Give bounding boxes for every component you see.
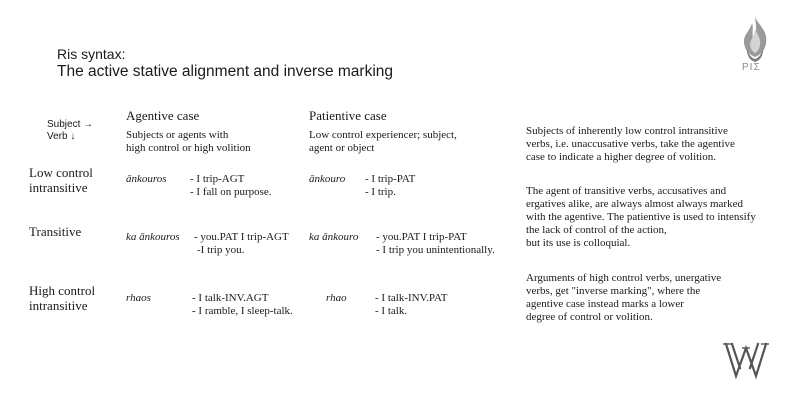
agentive-form: ānkouros (126, 173, 167, 185)
patientive-gloss: - I trip-PAT (365, 173, 416, 185)
logo-text: ΡΙΣ (742, 62, 761, 73)
agentive-gloss: - you.PAT I trip-AGT (194, 231, 289, 243)
agentive-translation: - I fall on purpose. (190, 186, 272, 198)
note-low-control (526, 125, 735, 164)
note-line: but its use is colloquial. (526, 237, 631, 249)
note-line: verbs, get "inverse marking", where the (526, 285, 701, 297)
note-line: Subjects of inherently low control intransitive (526, 125, 728, 137)
note-line: Arguments of high control verbs, unergative (526, 272, 722, 284)
note-line: degree of control or volition. (526, 311, 653, 323)
agentive-translation: -I trip you. (197, 244, 245, 256)
row-label-transitive: Transitive (29, 224, 82, 239)
axis-verb-label: Verb ↓ (47, 131, 76, 142)
column-desc-patientive-2: agent or object (309, 142, 375, 154)
patientive-gloss: - I talk-INV.PAT (375, 292, 448, 304)
patientive-form: ānkouro (309, 173, 346, 185)
row-label-high-control: High control (29, 283, 96, 298)
column-header-agentive: Agentive case (126, 108, 200, 123)
row-label-high-control-2: intransitive (29, 298, 88, 313)
column-desc-patientive-1: Low control experiencer; subject, (309, 129, 457, 141)
patientive-translation: - I talk. (375, 305, 408, 317)
w-monogram-icon (722, 338, 770, 382)
note-line: The agent of transitive verbs, accusatives and (526, 185, 727, 197)
patientive-form: rhao (326, 292, 347, 304)
axis-subject-label: Subject → (47, 119, 94, 130)
patientive-translation: - I trip you unintentionally. (376, 244, 495, 256)
agentive-form: ka ānkouros (126, 231, 180, 243)
note-high-control (526, 272, 721, 324)
row-label-low-control-2: intransitive (29, 180, 88, 195)
note-line: ergatives alike, are always almost always marked (526, 198, 743, 210)
patientive-form: ka ānkouro (309, 231, 359, 243)
patientive-gloss: - you.PAT I trip-PAT (376, 231, 467, 243)
note-transitive (526, 185, 756, 250)
note-line: verbs, i.e. unaccusative verbs, take the agentive (526, 138, 735, 150)
agentive-form: rhaos (126, 292, 151, 304)
page-title: The active stative alignment and inverse marking (57, 63, 393, 80)
note-line: agentive case instead marks a lower (526, 298, 684, 310)
note-line: with the agentive. The patientive is used to intensify (526, 211, 756, 223)
note-line: case to indicate a higher degree of volition. (526, 151, 716, 163)
note-line: the lack of control of the action, (526, 224, 667, 236)
column-desc-agentive-2: high control or high volition (126, 142, 251, 154)
column-desc-agentive-1: Subjects or agents with (126, 129, 229, 141)
agentive-gloss: - I talk-INV.AGT (192, 292, 269, 304)
column-header-patientive: Patientive case (309, 108, 387, 123)
agentive-translation: - I ramble, I sleep-talk. (192, 305, 293, 317)
agentive-gloss: - I trip-AGT (190, 173, 245, 185)
row-label-low-control: Low control (29, 165, 93, 180)
patientive-translation: - I trip. (365, 186, 396, 198)
page-title-line1: Ris syntax: (57, 46, 126, 62)
